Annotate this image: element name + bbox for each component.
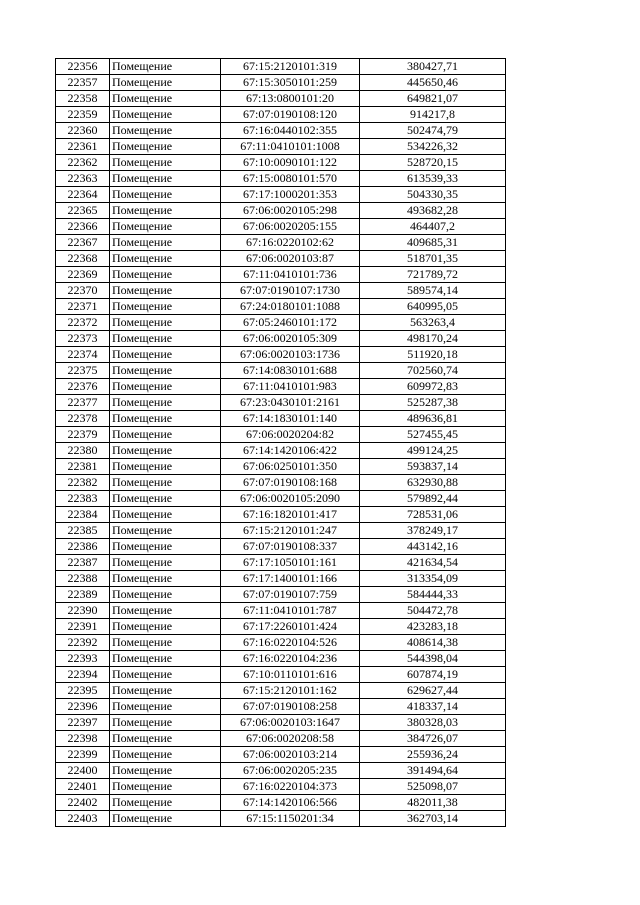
row-number: 22400: [56, 763, 110, 779]
cadastral-value: 640995,05: [360, 299, 506, 315]
table-row: [56, 251, 506, 267]
object-type: Помещение: [110, 539, 221, 555]
object-type: Помещение: [110, 171, 221, 187]
row-number: 22357: [56, 75, 110, 91]
row-number: 22360: [56, 123, 110, 139]
cadastral-number: 67:14:1420106:422: [221, 443, 360, 459]
cadastral-number: 67:17:1400101:166: [221, 571, 360, 587]
cadastral-value: 489636,81: [360, 411, 506, 427]
cadastral-value: 728531,06: [360, 507, 506, 523]
cadastral-number: 67:15:2120101:162: [221, 683, 360, 699]
row-number: 22399: [56, 747, 110, 763]
object-type: Помещение: [110, 91, 221, 107]
object-type: Помещение: [110, 219, 221, 235]
table-row: [56, 59, 506, 75]
cadastral-number: 67:16:0220104:373: [221, 779, 360, 795]
table-row: [56, 203, 506, 219]
table-row: [56, 635, 506, 651]
cadastral-number: 67:14:1830101:140: [221, 411, 360, 427]
cadastral-value: 408614,38: [360, 635, 506, 651]
row-number: 22378: [56, 411, 110, 427]
table-row: [56, 555, 506, 571]
cadastral-number: 67:06:0020208:58: [221, 731, 360, 747]
table-row: [56, 587, 506, 603]
table-row: [56, 603, 506, 619]
row-number: 22380: [56, 443, 110, 459]
table-row: [56, 379, 506, 395]
table-row: [56, 139, 506, 155]
object-type: Помещение: [110, 635, 221, 651]
table-row: [56, 395, 506, 411]
table-row: [56, 315, 506, 331]
cadastral-value: 493682,28: [360, 203, 506, 219]
table-row: [56, 683, 506, 699]
table-row: [56, 123, 506, 139]
row-number: 22364: [56, 187, 110, 203]
table-row: [56, 795, 506, 811]
cadastral-value: 649821,07: [360, 91, 506, 107]
object-type: Помещение: [110, 187, 221, 203]
table-row: [56, 283, 506, 299]
cadastral-number: 67:15:1150201:34: [221, 811, 360, 827]
cadastral-value: 409685,31: [360, 235, 506, 251]
cadastral-value: 380427,71: [360, 59, 506, 75]
cadastral-value: 378249,17: [360, 523, 506, 539]
cadastral-value: 528720,15: [360, 155, 506, 171]
row-number: 22384: [56, 507, 110, 523]
cadastral-number: 67:11:0410101:983: [221, 379, 360, 395]
cadastral-number: 67:16:0440102:355: [221, 123, 360, 139]
table-row: [56, 715, 506, 731]
cadastral-value: 589574,14: [360, 283, 506, 299]
object-type: Помещение: [110, 603, 221, 619]
row-number: 22389: [56, 587, 110, 603]
table-row: [56, 363, 506, 379]
object-type: Помещение: [110, 507, 221, 523]
cadastral-value: 421634,54: [360, 555, 506, 571]
cadastral-value: 609972,83: [360, 379, 506, 395]
row-number: 22376: [56, 379, 110, 395]
cadastral-value: 613539,33: [360, 171, 506, 187]
cadastral-value: 423283,18: [360, 619, 506, 635]
cadastral-value: 511920,18: [360, 347, 506, 363]
cadastral-value: 380328,03: [360, 715, 506, 731]
table-row: [56, 411, 506, 427]
cadastral-number: 67:07:0190108:258: [221, 699, 360, 715]
table-row: [56, 475, 506, 491]
cadastral-number: 67:06:0020205:235: [221, 763, 360, 779]
cadastral-number: 67:06:0020103:1736: [221, 347, 360, 363]
object-type: Помещение: [110, 667, 221, 683]
cadastral-number: 67:06:0020103:87: [221, 251, 360, 267]
cadastral-number: 67:11:0410101:736: [221, 267, 360, 283]
object-type: Помещение: [110, 315, 221, 331]
cadastral-value: 914217,8: [360, 107, 506, 123]
object-type: Помещение: [110, 283, 221, 299]
cadastral-value: 313354,09: [360, 571, 506, 587]
cadastral-number: 67:15:2120101:319: [221, 59, 360, 75]
cadastral-value: 504330,35: [360, 187, 506, 203]
object-type: Помещение: [110, 139, 221, 155]
table-row: [56, 779, 506, 795]
cadastral-value: 544398,04: [360, 651, 506, 667]
object-type: Помещение: [110, 411, 221, 427]
cadastral-value: 464407,2: [360, 219, 506, 235]
row-number: 22367: [56, 235, 110, 251]
cadastral-value: 563263,4: [360, 315, 506, 331]
row-number: 22397: [56, 715, 110, 731]
object-type: Помещение: [110, 779, 221, 795]
table-row: [56, 763, 506, 779]
cadastral-number: 67:06:0020103:1647: [221, 715, 360, 731]
cadastral-value: 391494,64: [360, 763, 506, 779]
cadastral-number: 67:05:2460101:172: [221, 315, 360, 331]
object-type: Помещение: [110, 571, 221, 587]
object-type: Помещение: [110, 795, 221, 811]
cadastral-number: 67:07:0190108:120: [221, 107, 360, 123]
cadastral-number: 67:13:0800101:20: [221, 91, 360, 107]
cadastral-value: 527455,45: [360, 427, 506, 443]
row-number: 22368: [56, 251, 110, 267]
cadastral-number: 67:17:2260101:424: [221, 619, 360, 635]
cadastral-number: 67:17:1000201:353: [221, 187, 360, 203]
object-type: Помещение: [110, 107, 221, 123]
cadastral-value: 721789,72: [360, 267, 506, 283]
object-type: Помещение: [110, 523, 221, 539]
table-row: [56, 539, 506, 555]
row-number: 22362: [56, 155, 110, 171]
cadastral-value: 384726,07: [360, 731, 506, 747]
cadastral-value: 418337,14: [360, 699, 506, 715]
row-number: 22369: [56, 267, 110, 283]
object-type: Помещение: [110, 123, 221, 139]
object-type: Помещение: [110, 379, 221, 395]
cadastral-number: 67:23:0430101:2161: [221, 395, 360, 411]
row-number: 22401: [56, 779, 110, 795]
cadastral-number: 67:11:0410101:787: [221, 603, 360, 619]
table-row: [56, 187, 506, 203]
object-type: Помещение: [110, 251, 221, 267]
row-number: 22382: [56, 475, 110, 491]
cadastral-value: 629627,44: [360, 683, 506, 699]
row-number: 22403: [56, 811, 110, 827]
table-row: [56, 299, 506, 315]
cadastral-number: 67:11:0410101:1008: [221, 139, 360, 155]
cadastral-number: 67:16:0220104:526: [221, 635, 360, 651]
cadastral-value: 584444,33: [360, 587, 506, 603]
object-type: Помещение: [110, 75, 221, 91]
cadastral-number: 67:06:0250101:350: [221, 459, 360, 475]
row-number: 22377: [56, 395, 110, 411]
cadastral-number: 67:16:1820101:417: [221, 507, 360, 523]
table-row: [56, 91, 506, 107]
cadastral-number: 67:14:1420106:566: [221, 795, 360, 811]
cadastral-number: 67:15:2120101:247: [221, 523, 360, 539]
table-body: [56, 59, 506, 827]
object-type: Помещение: [110, 427, 221, 443]
cadastral-number: 67:06:0020105:2090: [221, 491, 360, 507]
object-type: Помещение: [110, 267, 221, 283]
cadastral-value: 498170,24: [360, 331, 506, 347]
object-type: Помещение: [110, 155, 221, 171]
object-type: Помещение: [110, 555, 221, 571]
cadastral-number: 67:07:0190107:1730: [221, 283, 360, 299]
object-type: Помещение: [110, 731, 221, 747]
table-row: [56, 107, 506, 123]
row-number: 22391: [56, 619, 110, 635]
row-number: 22398: [56, 731, 110, 747]
cadastral-value: 443142,16: [360, 539, 506, 555]
cadastral-value: 499124,25: [360, 443, 506, 459]
cadastral-number: 67:17:1050101:161: [221, 555, 360, 571]
cadastral-value: 482011,38: [360, 795, 506, 811]
table-row: [56, 571, 506, 587]
row-number: 22370: [56, 283, 110, 299]
object-type: Помещение: [110, 811, 221, 827]
table-row: [56, 171, 506, 187]
object-type: Помещение: [110, 203, 221, 219]
table-row: [56, 507, 506, 523]
object-type: Помещение: [110, 235, 221, 251]
row-number: 22388: [56, 571, 110, 587]
row-number: 22402: [56, 795, 110, 811]
row-number: 22359: [56, 107, 110, 123]
table-row: [56, 443, 506, 459]
cadastral-number: 67:07:0190108:168: [221, 475, 360, 491]
table-row: [56, 747, 506, 763]
cadastral-value: 504472,78: [360, 603, 506, 619]
cadastral-number: 67:14:0830101:688: [221, 363, 360, 379]
object-type: Помещение: [110, 347, 221, 363]
object-type: Помещение: [110, 763, 221, 779]
object-type: Помещение: [110, 299, 221, 315]
table-row: [56, 331, 506, 347]
table-row: [56, 267, 506, 283]
cadastral-number: 67:06:0020204:82: [221, 427, 360, 443]
row-number: 22374: [56, 347, 110, 363]
table-row: [56, 235, 506, 251]
cadastral-value: 525287,38: [360, 395, 506, 411]
cadastral-value-table: [55, 58, 506, 827]
table-row: [56, 491, 506, 507]
table-row: [56, 523, 506, 539]
row-number: 22381: [56, 459, 110, 475]
table-row: [56, 731, 506, 747]
row-number: 22358: [56, 91, 110, 107]
table-row: [56, 811, 506, 827]
object-type: Помещение: [110, 587, 221, 603]
row-number: 22385: [56, 523, 110, 539]
row-number: 22394: [56, 667, 110, 683]
cadastral-value: 534226,32: [360, 139, 506, 155]
cadastral-number: 67:06:0020105:309: [221, 331, 360, 347]
row-number: 22387: [56, 555, 110, 571]
table-row: [56, 667, 506, 683]
table-row: [56, 699, 506, 715]
row-number: 22392: [56, 635, 110, 651]
cadastral-number: 67:07:0190108:337: [221, 539, 360, 555]
row-number: 22395: [56, 683, 110, 699]
row-number: 22383: [56, 491, 110, 507]
cadastral-value: 518701,35: [360, 251, 506, 267]
object-type: Помещение: [110, 715, 221, 731]
object-type: Помещение: [110, 747, 221, 763]
row-number: 22363: [56, 171, 110, 187]
row-number: 22356: [56, 59, 110, 75]
cadastral-value: 579892,44: [360, 491, 506, 507]
cadastral-value: 702560,74: [360, 363, 506, 379]
cadastral-number: 67:06:0020103:214: [221, 747, 360, 763]
object-type: Помещение: [110, 491, 221, 507]
object-type: Помещение: [110, 459, 221, 475]
row-number: 22375: [56, 363, 110, 379]
cadastral-value: 607874,19: [360, 667, 506, 683]
table-row: [56, 651, 506, 667]
cadastral-value: 255936,24: [360, 747, 506, 763]
object-type: Помещение: [110, 395, 221, 411]
row-number: 22365: [56, 203, 110, 219]
object-type: Помещение: [110, 59, 221, 75]
table-row: [56, 619, 506, 635]
object-type: Помещение: [110, 651, 221, 667]
table-row: [56, 75, 506, 91]
cadastral-value: 445650,46: [360, 75, 506, 91]
cadastral-number: 67:10:0090101:122: [221, 155, 360, 171]
row-number: 22366: [56, 219, 110, 235]
row-number: 22361: [56, 139, 110, 155]
cadastral-value: 362703,14: [360, 811, 506, 827]
cadastral-number: 67:16:0220102:62: [221, 235, 360, 251]
object-type: Помещение: [110, 475, 221, 491]
cadastral-number: 67:15:0080101:570: [221, 171, 360, 187]
table-row: [56, 427, 506, 443]
object-type: Помещение: [110, 331, 221, 347]
table-row: [56, 459, 506, 475]
cadastral-number: 67:06:0020105:298: [221, 203, 360, 219]
table-row: [56, 347, 506, 363]
row-number: 22373: [56, 331, 110, 347]
cadastral-number: 67:15:3050101:259: [221, 75, 360, 91]
table-row: [56, 219, 506, 235]
cadastral-value: 632930,88: [360, 475, 506, 491]
cadastral-number: 67:10:0110101:616: [221, 667, 360, 683]
row-number: 22386: [56, 539, 110, 555]
object-type: Помещение: [110, 363, 221, 379]
cadastral-number: 67:06:0020205:155: [221, 219, 360, 235]
row-number: 22393: [56, 651, 110, 667]
cadastral-value: 502474,79: [360, 123, 506, 139]
row-number: 22390: [56, 603, 110, 619]
row-number: 22372: [56, 315, 110, 331]
row-number: 22379: [56, 427, 110, 443]
row-number: 22396: [56, 699, 110, 715]
cadastral-number: 67:16:0220104:236: [221, 651, 360, 667]
cadastral-number: 67:07:0190107:759: [221, 587, 360, 603]
cadastral-value: 525098,07: [360, 779, 506, 795]
table-row: [56, 155, 506, 171]
object-type: Помещение: [110, 699, 221, 715]
cadastral-number: 67:24:0180101:1088: [221, 299, 360, 315]
object-type: Помещение: [110, 619, 221, 635]
row-number: 22371: [56, 299, 110, 315]
object-type: Помещение: [110, 443, 221, 459]
object-type: Помещение: [110, 683, 221, 699]
cadastral-value: 593837,14: [360, 459, 506, 475]
